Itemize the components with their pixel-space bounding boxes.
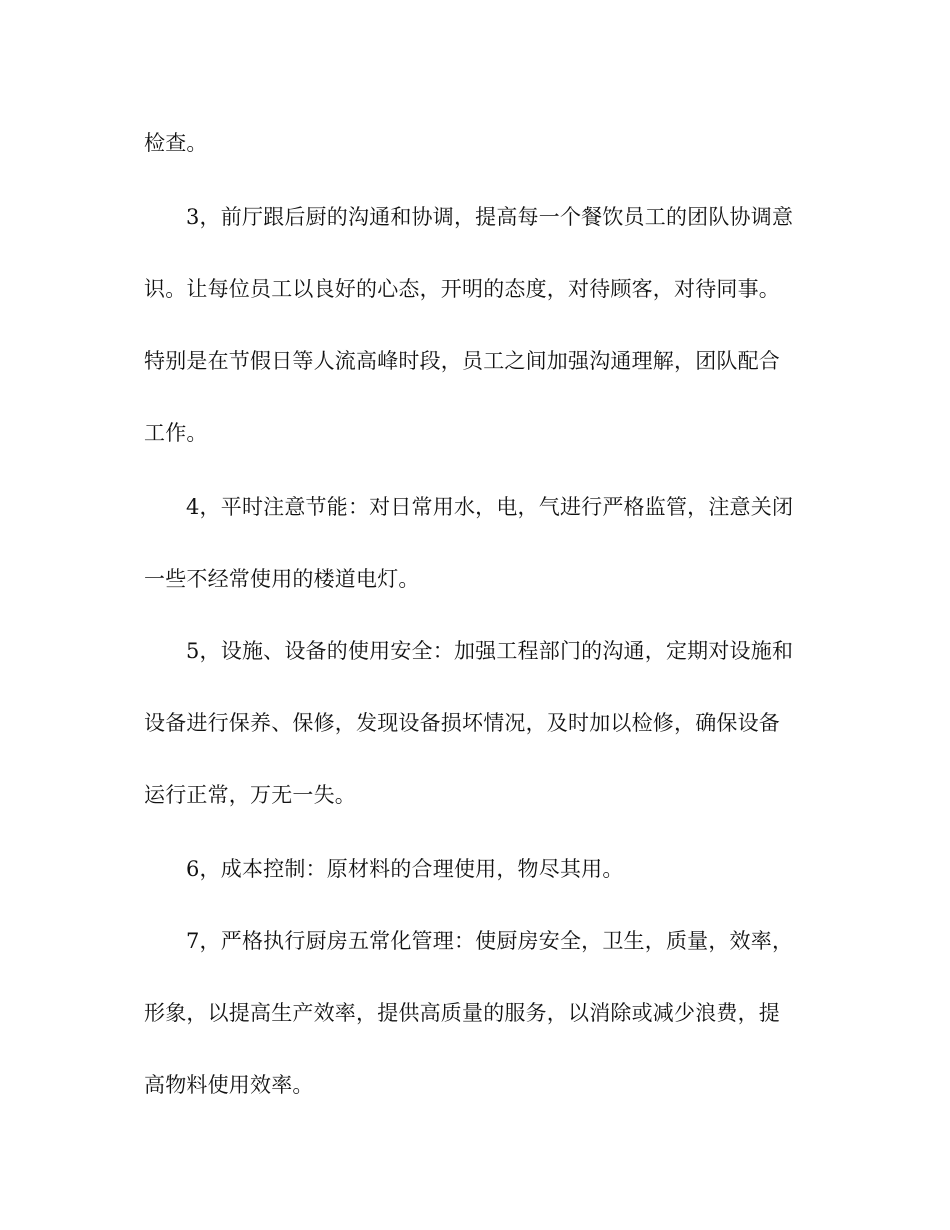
text-line: 运行正常，万无一失。 — [144, 783, 356, 807]
text-line: 高物料使用效率。 — [144, 1073, 314, 1097]
text-line: 6，成本控制：原材料的合理使用，物尽其用。 — [186, 857, 624, 881]
text-line: 3，前厅跟后厨的沟通和协调，提高每一个餐饮员工的团队协调意 — [186, 205, 794, 229]
text-line: 形象，以提高生产效率，提供高质量的服务，以消除或减少浪费，提 — [144, 1001, 780, 1025]
text-line: 特别是在节假日等人流高峰时段，员工之间加强沟通理解，团队配合 — [144, 349, 780, 373]
text-line: 识。让每位员工以良好的心态，开明的态度，对待顾客，对待同事。 — [144, 277, 780, 301]
text-line: 一些不经常使用的楼道电灯。 — [144, 567, 420, 591]
text-line: 工作。 — [144, 421, 208, 445]
text-line: 设备进行保养、保修，发现设备损坏情况，及时加以检修，确保设备 — [144, 711, 780, 735]
text-line: 7，严格执行厨房五常化管理：使厨房安全，卫生，质量，效率， — [186, 929, 794, 953]
text-line: 4，平时注意节能：对日常用水，电，气进行严格监管，注意关闭 — [186, 495, 794, 519]
text-line: 5，设施、设备的使用安全：加强工程部门的沟通，定期对设施和 — [186, 639, 794, 663]
text-line: 检查。 — [144, 131, 208, 155]
